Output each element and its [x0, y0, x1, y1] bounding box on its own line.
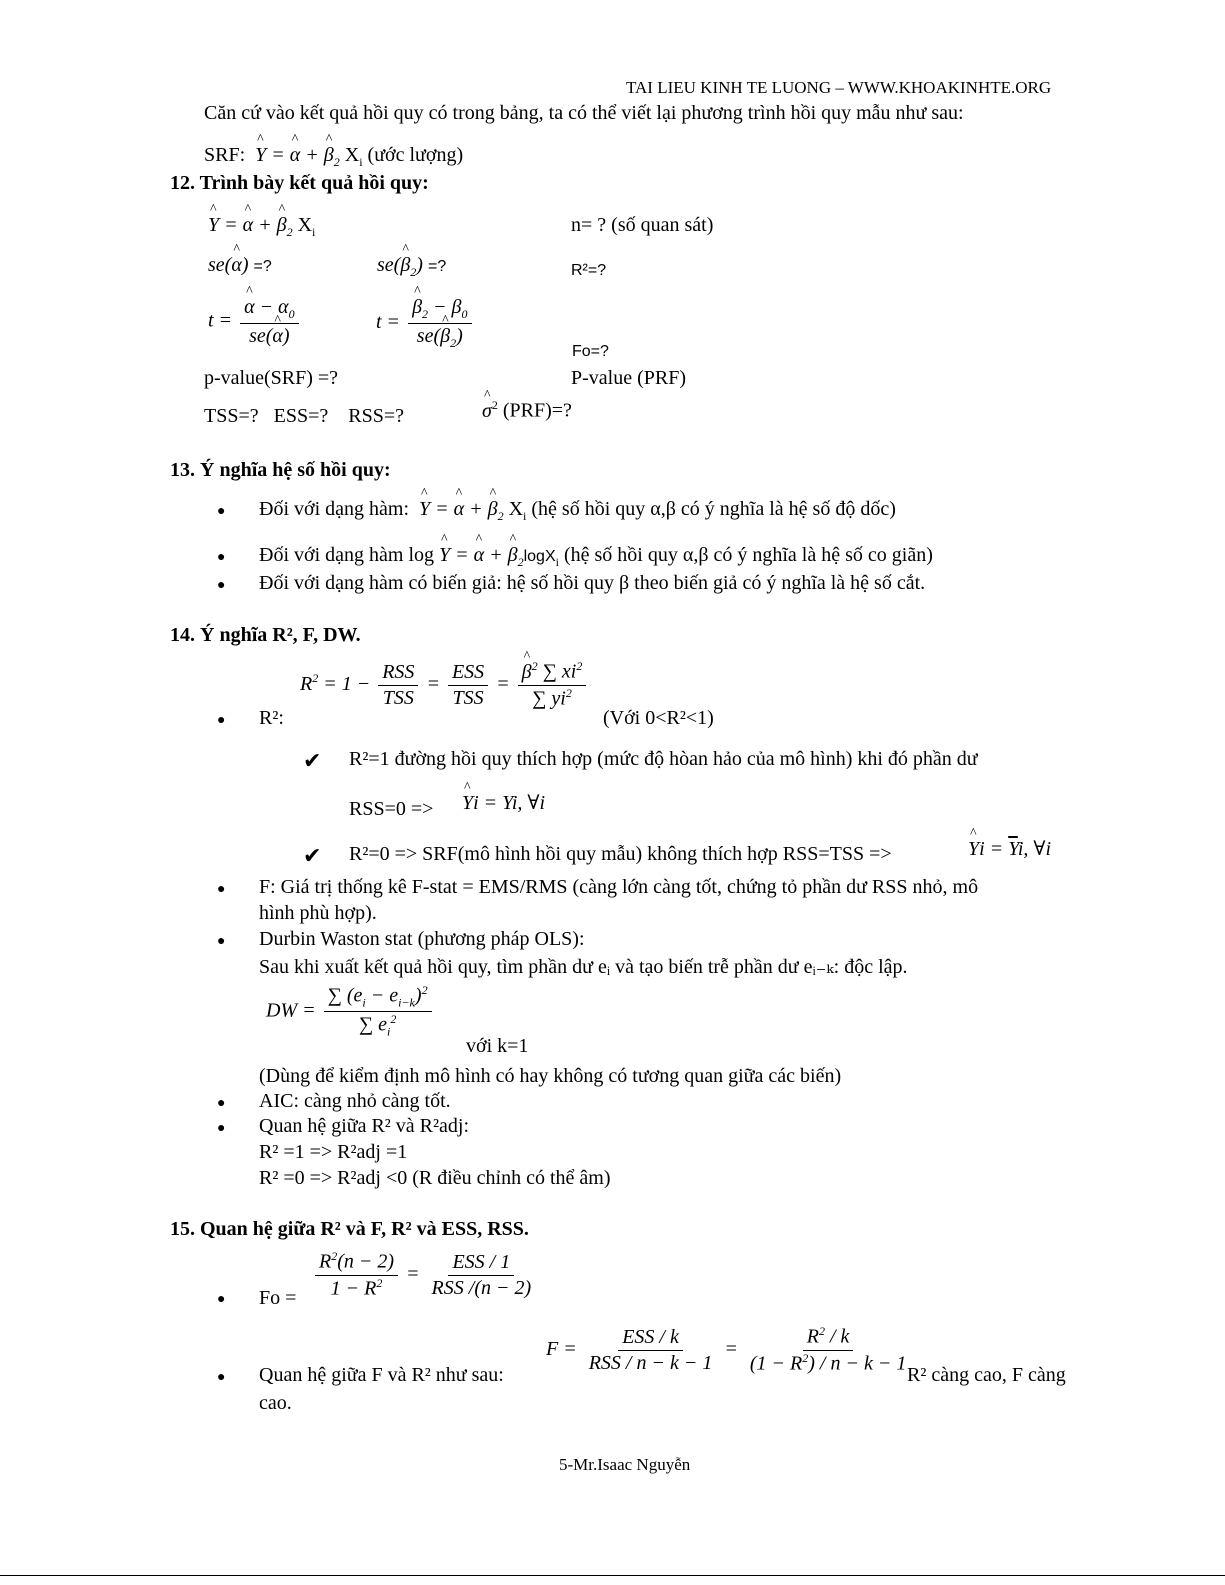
meaning-log: Đối với dạng hàm log ^ Y = ^ α + ^ $\beta_2\log X_i$ (hệ số hồi quy α,β có ý nghĩa là hệ số co giãn) [259, 544, 933, 570]
bullet-icon: ● [217, 504, 226, 519]
section-15-title: 15. Quan hệ giữa R² và F, R² và ESS, RSS. [170, 1218, 529, 1240]
bullet-icon: ● [217, 578, 226, 593]
meaning-dummy: Đối với dạng hàm có biến giả: hệ số hồi quy β theo biến giả có ý nghĩa là hệ số cắt. [259, 572, 926, 594]
r2-bullet-label: R²: [259, 707, 284, 729]
bullet-icon: ● [217, 550, 226, 565]
r2-formula: $R^2 = 1$ − $\frac{\text{RSS}}{\text{TSS}}$ = $\frac{\text{ESS}}{\text{TSS}}$ = ^ $\frac{\beta^2 \sum xi^2}{\sum yi^2}$ [300, 660, 589, 710]
pvalue-srf: p-value(SRF) =? [204, 367, 339, 389]
bullet-icon: ● [217, 1121, 226, 1136]
f-stat-line1: F: Giá trị thống kê F-stat = EMS/RMS (càng lớn càng tốt, chứng tỏ phần dư RSS nhỏ, mô [259, 876, 979, 898]
intro-line: Căn cứ vào kết quả hồi quy có trong bảng, ta có thể viết lại phương trình hồi quy mẫu như sau: [204, 102, 964, 124]
f-stat-line2: hình phù hợp). [259, 902, 377, 924]
bullet-icon: ● [217, 1096, 226, 1111]
bullet-icon: ● [217, 934, 226, 949]
rss-zero: RSS=0 => [349, 798, 434, 820]
no-fit-formula: ^ $Yi = \overline{Y}i$, ∀i [968, 836, 1051, 861]
fo-eq-label: Fo = [259, 1287, 297, 1309]
r-squared-label: R²=? [571, 262, 607, 279]
r2-one-case: R²=1 đường hồi quy thích hợp (mức độ hòan hảo của mô hình) khi đó phần dư [349, 748, 978, 770]
regression-equation: ^ Y = ^ α + ^ $\beta_2$ $X_i$ [208, 214, 315, 240]
section-13-title: 13. Ý nghĩa hệ số hồi quy: [170, 459, 391, 481]
r2-zero-case: R²=0 => SRF(mô hình hồi quy mẫu) không thích hợp RSS=TSS => [349, 843, 892, 865]
f-r2-suffix: R² càng cao, F càng [907, 1364, 1066, 1386]
bottom-rule [0, 1575, 1225, 1576]
r2-adj-rel2: R² =0 => R²adj <0 (R điều chỉnh có thể âm) [259, 1167, 611, 1189]
fo-label: Fo=? [572, 343, 609, 360]
dw-description: Sau khi xuất kết quả hồi quy, tìm phần dư eᵢ và tạo biến trễ phần dư eᵢ₋ₖ: độc lập. [259, 956, 908, 978]
fo-formula: $\frac{R^2(n - 2)}{1 - R^2}$ = $\frac{\text{ESS / 1}}{\text{RSS /(n − 2)}}$ [312, 1250, 538, 1300]
dw-note: (Dùng để kiểm định mô hình có hay không có tương quan giữa các biến) [259, 1065, 842, 1087]
f-r2-prefix: Quan hệ giữa F và R² như sau: [259, 1364, 504, 1386]
r2-range: (Với 0<R²<1) [603, 707, 714, 729]
f-r2-formula: F = $\frac{\text{ESS / k}}{\text{RSS / n − k − 1}}$ = $\frac{R^2 / k}{(1 - R^2) / n - k - 1}$ [546, 1324, 907, 1375]
t-stat-beta: t = ^ $\frac{\beta_2 - \beta_0}{se(\^{} \beta_2)}$ [376, 296, 475, 351]
page-header: TAI LIEU KINH TE LUONG – WWW.KHOAKINHTE.ORG [626, 78, 1052, 97]
r2-adj-rel1: R² =1 => R²adj =1 [259, 1141, 408, 1163]
section-12-title: 12. Trình bày kết quả hồi quy: [170, 172, 429, 194]
r2-adj-title: Quan hệ giữa R² và R²adj: [259, 1115, 470, 1137]
dw-formula: DW = $\frac{\sum (e_i - e_{i-k})^2}{\sum e_i^2}$ [266, 984, 435, 1040]
aic-line: AIC: càng nhỏ càng tốt. [259, 1090, 451, 1112]
bullet-icon: ● [217, 713, 226, 728]
se-alpha: se(^ α) =? [208, 254, 272, 277]
srf-label: SRF: [204, 144, 246, 166]
dw-title: Durbin Waston stat (phương pháp OLS): [259, 928, 585, 950]
srf-formula: ^ Y = ^ α + ^ $\beta_2$ [250, 144, 340, 166]
bullet-icon: ● [217, 1292, 226, 1307]
bullet-icon: ● [217, 882, 226, 897]
pvalue-prf: P-value (PRF) [571, 367, 686, 389]
page-footer: 5-Mr.Isaac Nguyễn [559, 1455, 691, 1474]
check-icon: ✔ [303, 843, 322, 868]
dw-k: với k=1 [466, 1035, 529, 1057]
sigma-prf: ^ $\sigma^2$ (PRF)=? [482, 398, 572, 423]
perfect-fit-formula: ^ Yi = Yi, ∀i [462, 790, 545, 815]
section-14-title: 14. Ý nghĩa R², F, DW. [170, 624, 361, 646]
se-beta: se(^ $\beta_2$) =? [377, 254, 446, 280]
check-icon: ✔ [303, 748, 322, 773]
meaning-linear: Đối với dạng hàm: ^ Y = ^ α + ^ $\beta_2$ $X_i$ (hệ số hồi quy α,β có ý nghĩa là hệ số độ dốc) [259, 498, 896, 524]
bullet-icon: ● [217, 1370, 226, 1385]
n-observations: n= ? (số quan sát) [571, 214, 714, 236]
srf-equation: SRF: ^ Y = ^ α + ^ $\beta_2$ $X_i$ (ước lượng) [204, 144, 463, 170]
srf-note: (ước lượng) [367, 144, 464, 166]
sum-squares-line: TSS=? ESS=? RSS=? [204, 405, 404, 427]
t-stat-alpha: t = ^ $\frac{\alpha - \alpha_0}{se(\^{} \alpha)}$ [208, 296, 302, 348]
f-r2-continued: cao. [259, 1392, 292, 1414]
